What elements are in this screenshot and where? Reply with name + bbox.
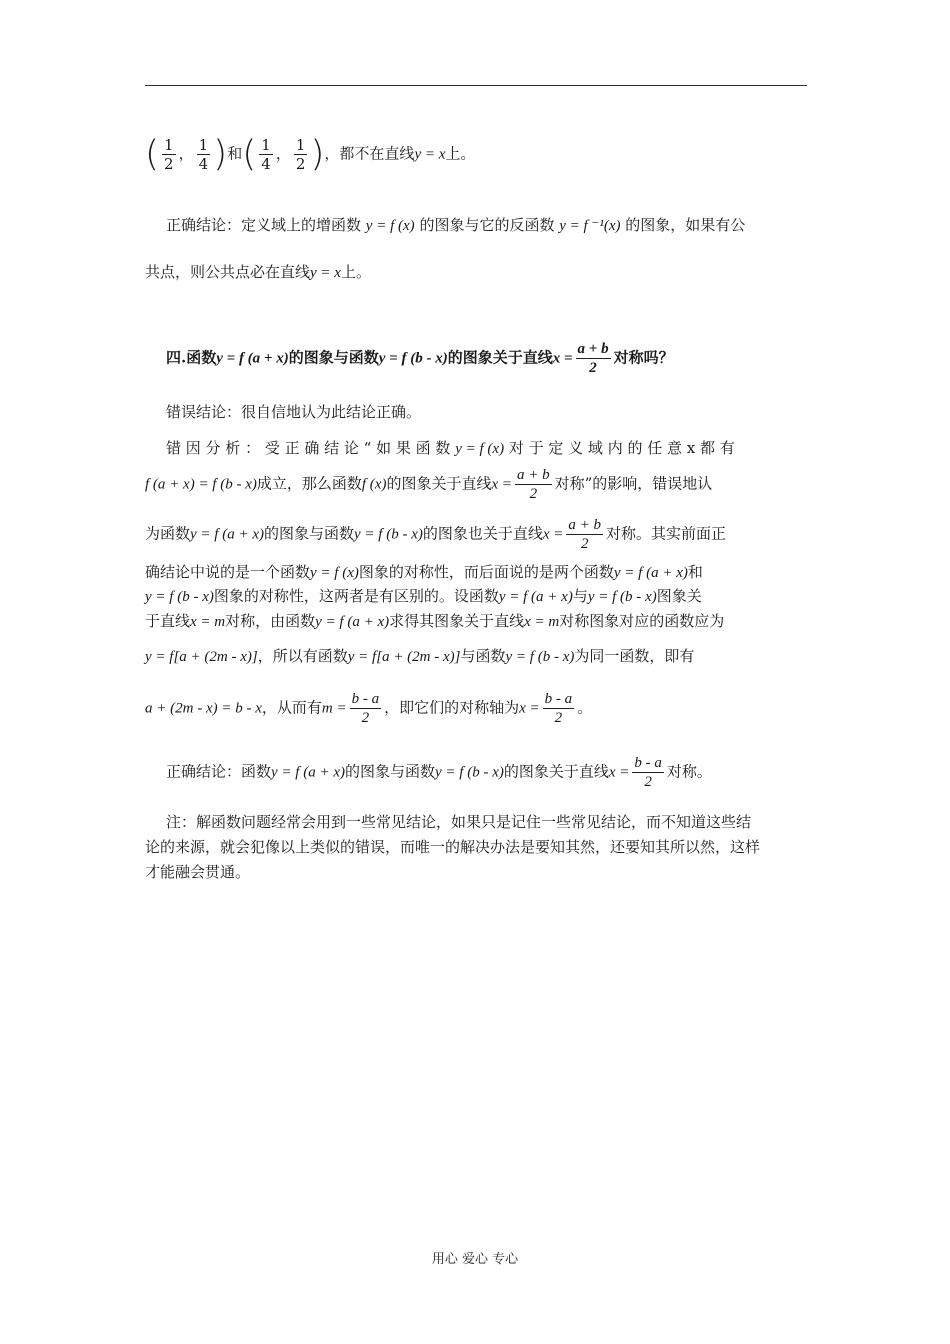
analysis-line-1: 错 因 分 析 ： 受 正 确 结 论 “ 如 果 函 数 y = f (x) 对 于 定 义 域 内 的 任 意 x 都 有 xyxy=(166,439,735,457)
conclusion-1-line-1: 正确结论：定义域上的增函数 y = f (x) 的图象与它的反函数 y = f ⁻¹(x) 的图象，如果有公 xyxy=(166,216,746,234)
page-footer: 用心 爱心 专心 xyxy=(431,1252,519,1267)
correct-conclusion: 正确结论：函数y = f (a + x)的图象与函数y = f (b - x)的图象关于直线x = $\frac{b - a}{2}$ 对称。 xyxy=(166,755,712,790)
analysis-line-4: 确结论中说的是一个函数y = f (x)图象的对称性，而后面说的是两个函数y = f (a + x)和 xyxy=(145,563,703,581)
note-line-2: 论的来源，就会犯像以上类似的错误，而唯一的解决办法是要知其然，还要知其所以然，这样 xyxy=(145,838,761,856)
analysis-line-2: f (a + x) = f (b - x)成立，那么函数f (x)的图象关于直线x = $\frac{a + b}{2}$ 对称”的影响，错误地认 xyxy=(145,467,713,502)
points-line: ( $\frac{1}{2}$ ， $\frac{1}{4}$ )和( $\frac{1}{4}$ ， $\frac{1}{2}$ )，都不在直线y = x上。 xyxy=(145,133,476,175)
analysis-line-6: 于直线x = m对称，由函数y = f (a + x)求得其图象关于直线x = m对称图象对应的函数应为 xyxy=(145,612,725,630)
analysis-line-8: a + (2m - x) = b - x，从而有m = $\frac{b - a}{2}$ ，即它们的对称轴为x = $\frac{b - a}{2}$ 。 xyxy=(145,691,593,726)
header-rule xyxy=(145,85,807,86)
analysis-line-7: y = f[a + (2m - x)]，所以有函数y = f[a + (2m - x)]与函数y = f (b - x)为同一函数，即有 xyxy=(145,647,695,665)
analysis-line-5: y = f (b - x)图象的对称性，这两者是有区别的。设函数y = f (a + x)与y = f (b - x)图象关 xyxy=(145,587,702,605)
analysis-line-3: 为函数y = f (a + x)的图象与函数y = f (b - x)的图象也关于直线x = $\frac{a + b}{2}$ 对称。其实前面正 xyxy=(145,517,727,552)
note-line-3: 才能融会贯通。 xyxy=(145,863,251,881)
wrong-conclusion: 错误结论：很自信地认为此结论正确。 xyxy=(166,403,422,421)
section-4-heading: 四.函数y = f (a + x)的图象与函数y = f (b - x)的图象关于直线x = $\frac{a + b}{2}$ 对称吗？ xyxy=(166,341,674,376)
conclusion-1-line-2: 共点，则公共点必在直线y = x上。 xyxy=(145,263,371,281)
note-line-1: 注：解函数问题经常会用到一些常见结论，如果只是记住一些常见结论，而不知道这些结 xyxy=(166,813,752,831)
